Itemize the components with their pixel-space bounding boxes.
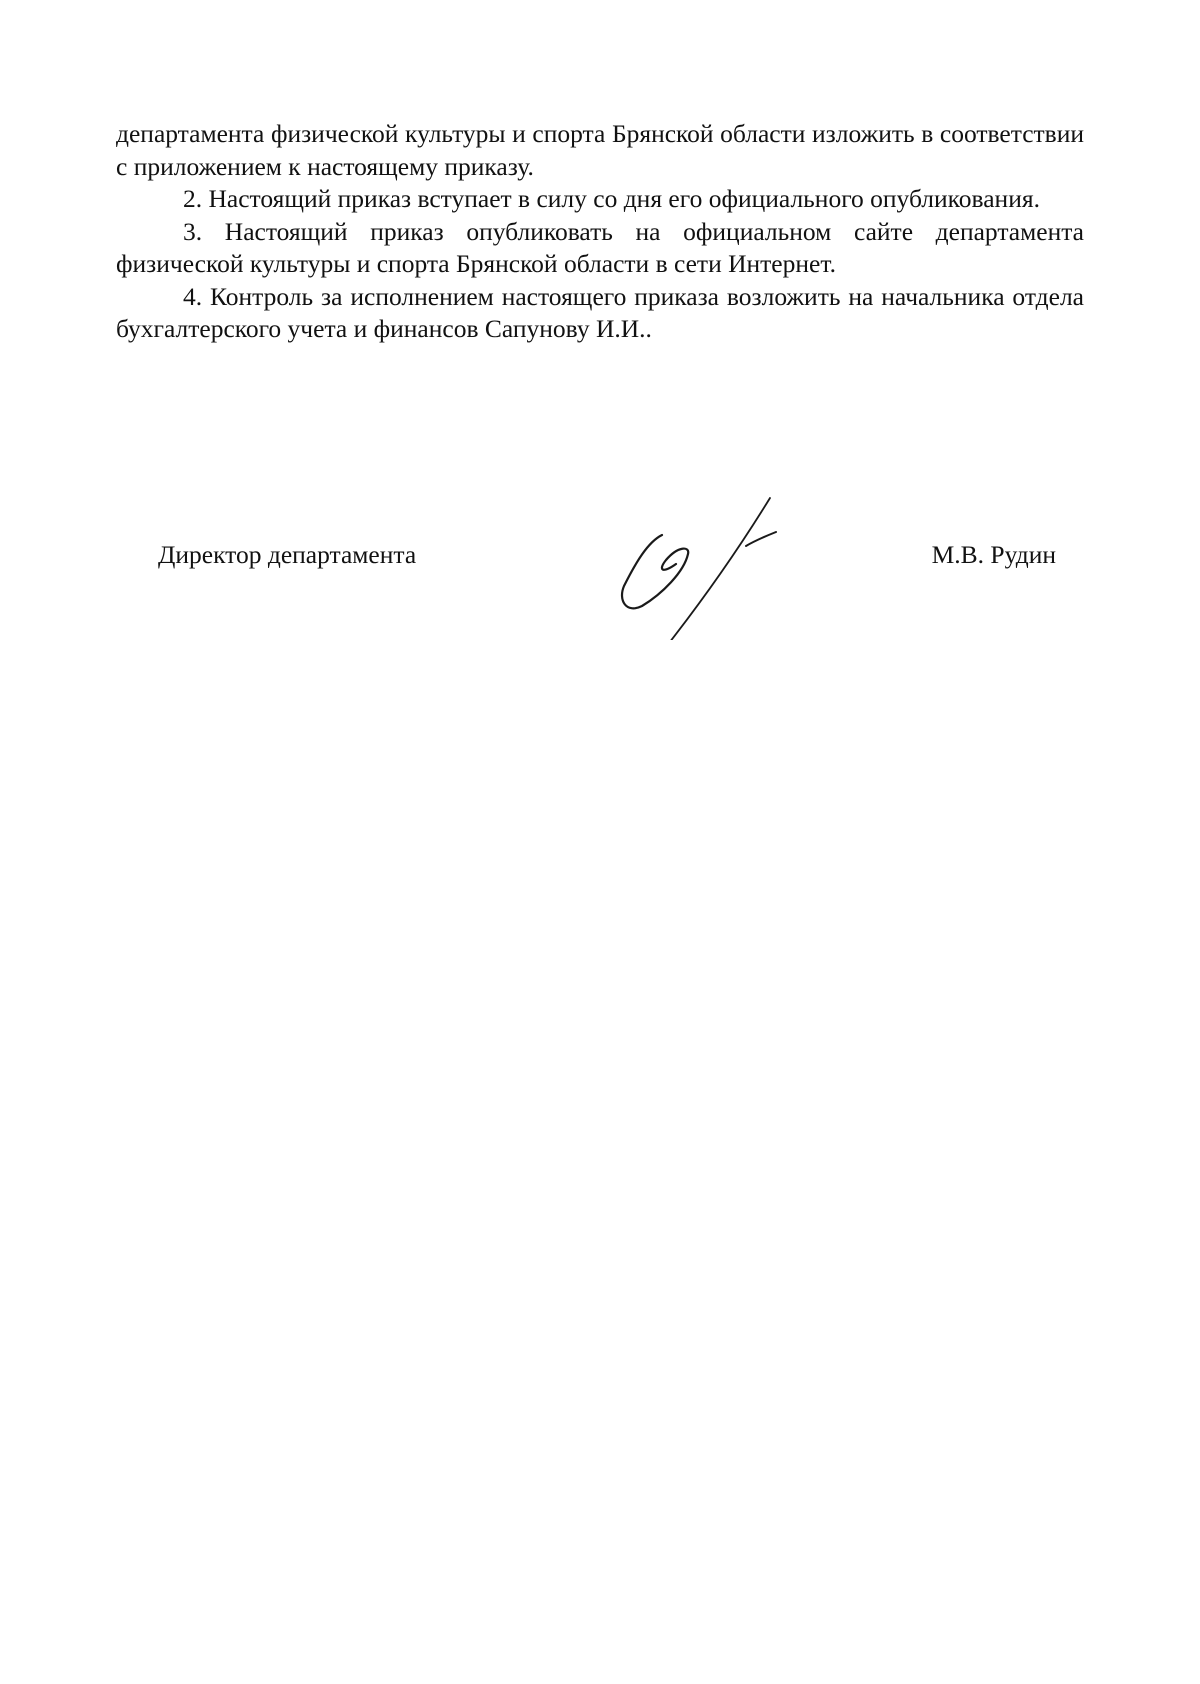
document-body (116, 118, 1084, 346)
handwritten-signature-icon (600, 490, 790, 640)
signer-name: М.В. Рудин (931, 540, 1056, 569)
paragraph-item-4: 4. Контроль за исполнением настоящего приказа возложить на начальника отдела бухгалтерского учета и финансов Сапунову И.И.. (116, 281, 1084, 343)
paragraph-continuation: департамента физической культуры и спорта Брянской области изложить в соответствии с приложением к настоящему приказу. (116, 119, 1084, 181)
paragraph-item-2: 2. Настоящий приказ вступает в силу со дня его официального опубликования. (183, 184, 1040, 213)
paragraph-item-3: 3. Настоящий приказ опубликовать на официальном сайте департамента физической культуры и спорта Брянской области в сети Интернет. (116, 216, 1084, 278)
signer-position-title: Директор департамента (158, 540, 417, 569)
